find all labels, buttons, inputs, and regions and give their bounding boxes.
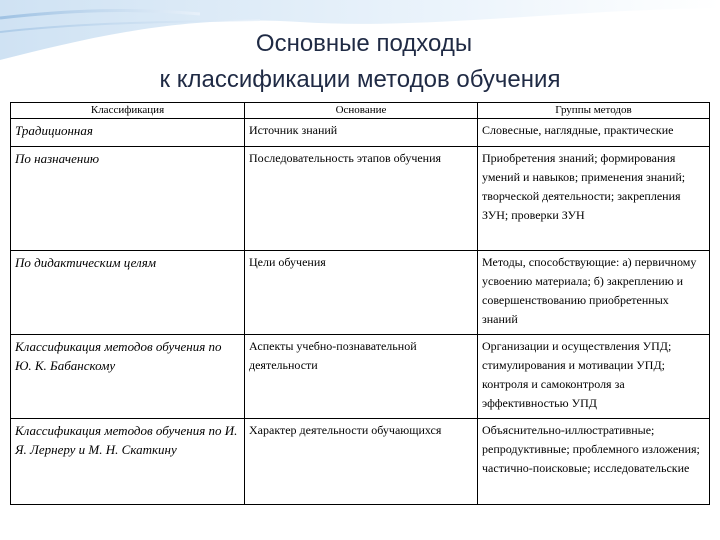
- cell-groups: Организации и осуществления УПД; стимулирования и мотивации УПД; контроля и самоконтроля за эффективностью УПД: [478, 335, 710, 419]
- page-title: [0, 26, 720, 98]
- cell-basis: Цели обучения: [245, 251, 478, 335]
- cell-basis: Источник знаний: [245, 119, 478, 147]
- header-classification: Классификация: [11, 103, 245, 119]
- title-line-2: к классификации методов обучения: [159, 66, 561, 93]
- table-header-row: [11, 103, 710, 119]
- cell-classification: Классификация методов обучения по И. Я. Лернеру и М. Н. Скаткину: [11, 419, 245, 505]
- cell-classification: По дидактическим целям: [11, 251, 245, 335]
- methods-classification-table: [10, 102, 710, 505]
- table-row: [11, 419, 710, 505]
- cell-groups: Объяснительно-иллюстративные; репродуктивные; проблемного изложения; частично-поисковые; исследовательские: [478, 419, 710, 505]
- cell-classification: Классификация методов обучения по Ю. К. Бабанскому: [11, 335, 245, 419]
- cell-groups: Словесные, наглядные, практические: [478, 119, 710, 147]
- cell-basis: Последовательность этапов обучения: [245, 147, 478, 251]
- cell-classification: Традиционная: [11, 119, 245, 147]
- header-groups: Группы методов: [478, 103, 710, 119]
- cell-basis: Аспекты учебно-познавательной деятельности: [245, 335, 478, 419]
- header-basis: Основание: [245, 103, 478, 119]
- table-row: [11, 147, 710, 251]
- cell-groups: Методы, способствующие: а) первичному усвоению материала; б) закреплению и совершенствованию приобретенных знаний: [478, 251, 710, 335]
- cell-classification: По назначению: [11, 147, 245, 251]
- table-row: [11, 335, 710, 419]
- table-row: [11, 251, 710, 335]
- title-line-1: Основные подходы: [255, 30, 473, 57]
- cell-groups: Приобретения знаний; формирования умений и навыков; применения знаний; творческой деятельности; закрепления ЗУН; проверки ЗУН: [478, 147, 710, 251]
- cell-basis: Характер деятельности обучающихся: [245, 419, 478, 505]
- table-row: [11, 119, 710, 147]
